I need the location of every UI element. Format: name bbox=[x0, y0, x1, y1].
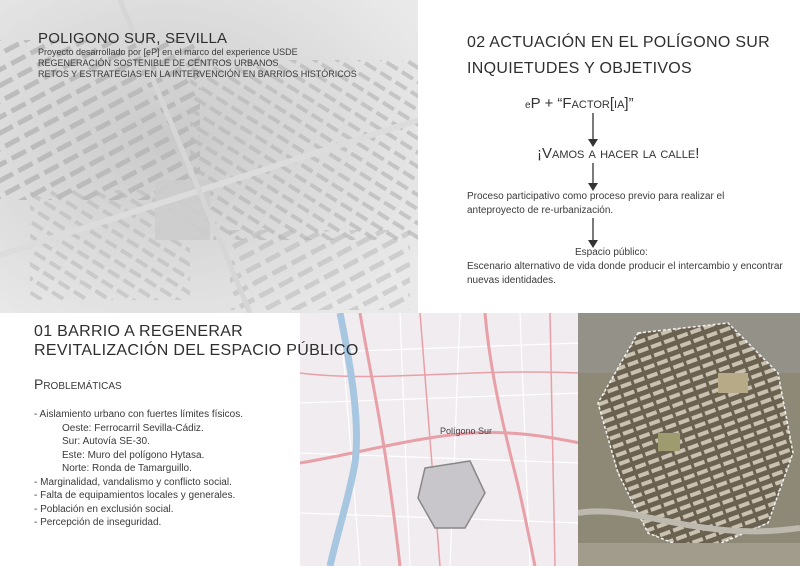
formula-rest: P + “Factor[ia]” bbox=[530, 95, 634, 112]
map-label-poligono-sur: Polígono Sur bbox=[440, 426, 493, 436]
list-item: Este: Muro del polígono Hytasa. bbox=[62, 449, 205, 461]
espacio-title: Espacio público: bbox=[575, 247, 648, 258]
section-02-title-line2: INQUIETUDES Y OBJETIVOS bbox=[467, 60, 693, 77]
vamos-heading: ¡Vamos a hacer la calle! bbox=[537, 145, 700, 162]
list-item: Oeste: Ferrocarril Sevilla-Cádiz. bbox=[62, 422, 204, 434]
header-block bbox=[38, 30, 357, 80]
formula bbox=[525, 95, 634, 112]
list-item: - Falta de equipamientos locales y generales. bbox=[34, 490, 236, 501]
list-item: - Aislamiento urbano con fuertes límites físicos. bbox=[34, 409, 243, 420]
problems-heading: Problemáticas bbox=[34, 376, 122, 392]
arrow-down-icon bbox=[587, 218, 599, 248]
arrow-down-icon bbox=[587, 163, 599, 191]
page-title: POLIGONO SUR, SEVILLA bbox=[38, 30, 228, 47]
satellite-map bbox=[578, 313, 800, 566]
problems-list bbox=[34, 408, 243, 530]
list-item: Sur: Autovía SE-30. bbox=[62, 436, 150, 447]
arrow-down-icon bbox=[587, 113, 599, 147]
header-line-1: Proyecto desarrollado por [eP] en el marco del experience USDE bbox=[38, 47, 298, 57]
process-text: Proceso participativo como proceso previo para realizar el anteproyecto de re-urbanización. bbox=[467, 191, 725, 216]
formula-e: e bbox=[525, 100, 531, 111]
list-item: Norte: Ronda de Tamarguillo. bbox=[62, 463, 192, 474]
list-item: - Población en exclusión social. bbox=[34, 503, 174, 515]
section-01-title bbox=[34, 322, 359, 360]
espacio-text: Escenario alternativo de vida donde producir el intercambio y encontrar nuevas identidades. bbox=[467, 261, 783, 286]
section-01-title-line1: 01 BARRIO A REGENERAR bbox=[34, 323, 244, 340]
section-02-title bbox=[467, 30, 787, 82]
header-line-3: RETOS Y ESTRATEGIAS EN LA INTERVENCIÓN EN BARRIOS HISTÓRICOS bbox=[38, 69, 357, 79]
list-item: - Marginalidad, vandalismo y conflicto social. bbox=[34, 476, 232, 488]
section-01-title-line2: REVITALIZACIÓN DEL ESPACIO PÚBLICO bbox=[34, 342, 359, 359]
header-line-2: REGENERACIÓN SOSTENIBLE DE CENTROS URBANOS bbox=[38, 58, 279, 68]
section-02-title-line1: 02 ACTUACIÓN EN EL POLÍGONO SUR bbox=[467, 34, 771, 51]
list-item: - Percepción de inseguridad. bbox=[34, 517, 162, 528]
